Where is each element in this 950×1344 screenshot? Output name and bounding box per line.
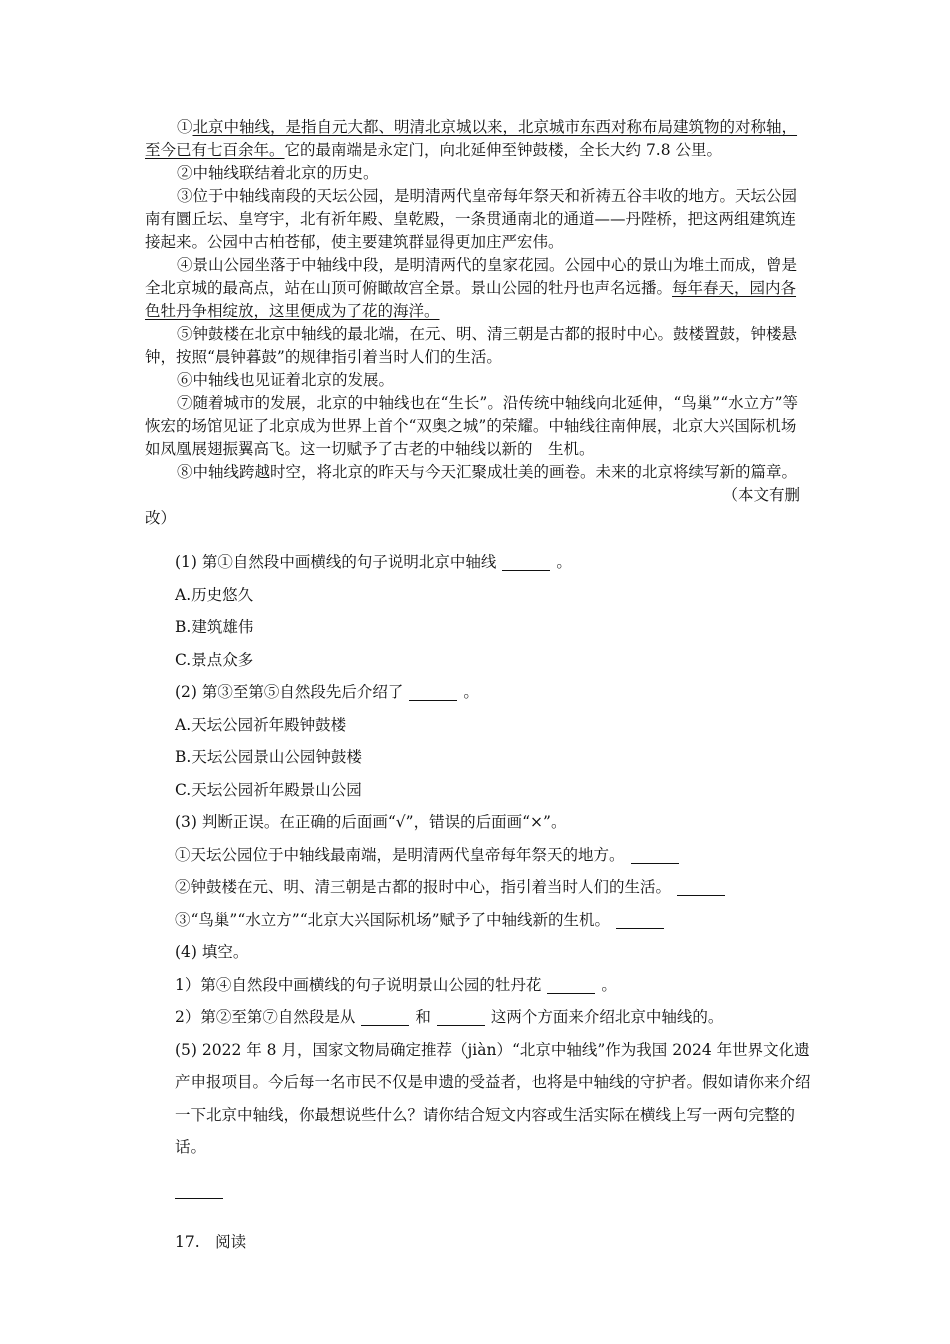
answer-blank[interactable] bbox=[677, 877, 725, 896]
answer-blank[interactable] bbox=[409, 682, 457, 701]
underlined-sentence-4: 每年春天，园内各色牡丹争相绽放，这里便成为了花的海洋。 bbox=[145, 279, 797, 320]
paragraph-3: ③位于中轴线南段的天坛公园，是明清两代皇帝每年祭天和祈祷五谷丰收的地方。天坛公园南有圜丘坛、皇穹宇，北有祈年殿、皇乾殿，一条贯通南北的通道——丹陛桥，把这两组建筑连接起来。公园中古柏苍郁，使主要建筑群显得更加庄严宏伟。 bbox=[145, 187, 798, 251]
answer-blank[interactable] bbox=[361, 1007, 409, 1026]
statement-3-3: ③“鸟巢”“水立方”“北京大兴国际机场”赋予了中轴线新的生机。 bbox=[145, 904, 815, 937]
option-1a[interactable]: A.历史悠久 bbox=[175, 585, 254, 604]
option-2b[interactable]: B.天坛公园景山公园钟鼓楼 bbox=[175, 748, 362, 766]
paragraph-5: ⑤钟鼓楼在北京中轴线的最北端，在元、明、清三朝是古都的报时中心。鼓楼置鼓，钟楼悬钟，按照“晨钟暮鼓”的规律指引着当时人们的生活。 bbox=[145, 325, 798, 366]
paragraph-7: ⑦随着城市的发展，北京的中轴线也在“生长”。沿传统中轴线向北延伸，“鸟巢”“水立方”等恢宏的场馆见证了北京成为世界上首个“双奥之城”的荣耀。中轴线往南伸展，北京大兴国际机场如凤凰展翅振翼高飞。这一切赋予了古老的中轴线以新的 生机。 bbox=[145, 394, 799, 458]
fill-4-1: 1）第④自然段中画横线的句子说明景山公园的牡丹花 。 bbox=[175, 975, 617, 994]
question-4: (4) 填空。 bbox=[175, 943, 249, 961]
question-3: (3) 判断正误。在正确的后面画“√”，错误的后面画“×”。 bbox=[175, 813, 567, 831]
option-1b[interactable]: B.建筑雄伟 bbox=[175, 618, 254, 636]
answer-blank[interactable] bbox=[547, 975, 595, 994]
fill-4-2: 2）第②至第⑦自然段是从 和 这两个方面来介绍北京中轴线的。 bbox=[175, 1008, 724, 1026]
paragraph-6: ⑥中轴线也见证着北京的发展。 bbox=[177, 371, 395, 389]
option-2a[interactable]: A.天坛公园祈年殿钟鼓楼 bbox=[175, 715, 347, 734]
question-1: (1) 第①自然段中画横线的句子说明北京中轴线 。 bbox=[175, 553, 572, 571]
paragraph-8: ⑧中轴线跨越时空，将北京的昨天与今天汇聚成壮美的画卷。未来的北京将续写新的篇章。 bbox=[177, 463, 798, 481]
question-17-heading: 17. 阅读 bbox=[175, 1233, 247, 1251]
answer-blank[interactable] bbox=[175, 1180, 223, 1199]
statement-3-1: ①天坛公园位于中轴线最南端，是明清两代皇帝每年祭天的地方。 bbox=[145, 839, 815, 872]
paragraph-4: ④景山公园坐落于中轴线中段，是明清两代的皇家花园。公园中心的景山为堆土而成，曾是全北京城的最高点，站在山顶可俯瞰故宫全景。景山公园的牡丹也声名远播。每年春天，园内各色牡丹争相绽放，这里便成为了花的海洋。 bbox=[145, 256, 798, 320]
option-2c[interactable]: C.天坛公园祈年殿景山公园 bbox=[175, 780, 362, 799]
paragraph-2: ②中轴线联结着北京的历史。 bbox=[177, 164, 379, 182]
answer-blank[interactable] bbox=[502, 552, 550, 571]
answer-line-5 bbox=[145, 1174, 815, 1207]
answer-blank[interactable] bbox=[437, 1007, 485, 1026]
questions bbox=[145, 546, 815, 1259]
underlined-sentence-1: 北京中轴线，是指自元大都、明清北京城以来，北京城市东西对称布局建筑物的对称轴，至今已有七百余年。 bbox=[145, 118, 798, 159]
answer-blank[interactable] bbox=[616, 910, 664, 929]
statement-3-2: ②钟鼓楼在元、明、清三朝是古都的报时中心，指引着当时人们的生活。 bbox=[145, 871, 815, 904]
source-note-end: 改） bbox=[145, 509, 177, 527]
question-2: (2) 第③至第⑤自然段先后介绍了 。 bbox=[175, 683, 479, 701]
option-1c[interactable]: C.景点众多 bbox=[175, 650, 254, 669]
answer-blank[interactable] bbox=[631, 845, 679, 864]
source-note: （本文有删 bbox=[722, 486, 800, 504]
reading-passage bbox=[145, 116, 800, 530]
paragraph-1: ①北京中轴线，是指自元大都、明清北京城以来，北京城市东西对称布局建筑物的对称轴，至今已有七百余年。它的最南端是永定门，向北延伸至钟鼓楼，全长大约 7.8 公里。 bbox=[145, 118, 798, 159]
question-5: (5) 2022 年 8 月，国家文物局确定推荐（jiàn）“北京中轴线”作为我国 2024 年世界文化遗产申报项目。今后每一名市民不仅是申遗的受益者，也将是中轴线的守护者。假如请你来介绍一下北京中轴线，你最想说些什么？请你结合短文内容或生活实际在横线上写一两句完整的话。 bbox=[175, 1040, 811, 1156]
